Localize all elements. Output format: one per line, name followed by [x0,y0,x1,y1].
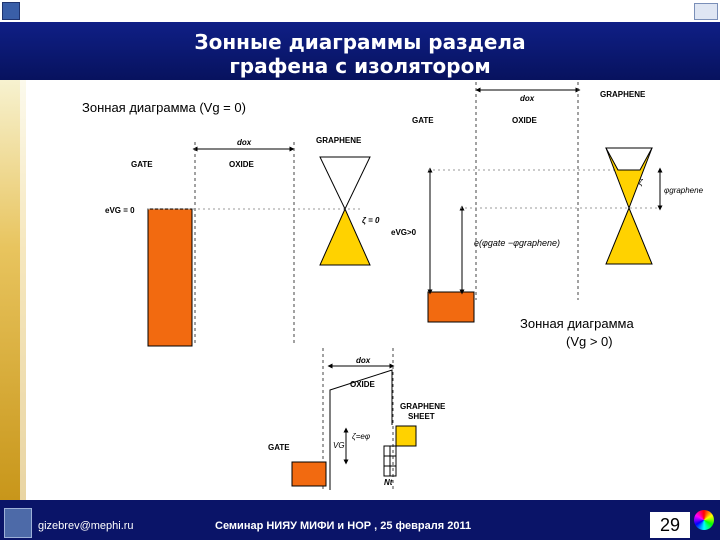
d3-zeta-label: ζ=eφ [352,432,371,441]
d2-zeta-label: ζ [639,178,643,187]
d3-oxide-band [330,370,392,490]
d3-graphene-block [396,426,416,446]
d3-oxide-label: OXIDE [350,380,375,389]
d1-zeta-label: ζ = 0 [362,216,380,225]
footer-email: gizebrev@mephi.ru [38,520,134,532]
d2-phi-diff-label: e(φgate −φgraphene) [474,238,561,248]
d2-phi-graphene-label: φgraphene [664,186,704,195]
footer-logo-icon [4,508,32,538]
slide-number: 29 [650,512,690,538]
d1-oxide-label: OXIDE [229,160,254,169]
d2-graphene-label: GRAPHENE [600,90,646,99]
page-title-line1: Зонные диаграммы раздела [194,30,526,54]
d3-nt-label: Nt [384,478,393,487]
d2-evg-label: eVG>0 [391,228,417,237]
color-wheel-icon [694,510,714,530]
d3-graphene-sheet-label-2: SHEET [408,412,435,421]
caption-diagram-positive-line2: (Vg > 0) [566,334,613,349]
d2-dox-label: dox [520,94,535,103]
d3-vg-label: VG [333,441,345,450]
caption-diagram-positive-line1: Зонная диаграмма [520,316,634,331]
d3-nt-grid [384,446,396,476]
caption-diagram-zero: Зонная диаграмма (Vg = 0) [82,100,246,115]
d3-gate-label: GATE [268,443,290,452]
footer-bar [0,500,720,540]
footer-seminar: Семинар НИЯУ МИФИ и НОР , 25 февраля 2011 [215,520,472,532]
d2-gate-label: GATE [412,116,434,125]
d2-oxide-label: OXIDE [512,116,537,125]
d1-graphene-label: GRAPHENE [316,136,362,145]
d3-dox-label: dox [356,356,371,365]
d3-graphene-sheet-label-1: GRAPHENE [400,402,446,411]
d3-gate-block [292,462,326,486]
d1-dox-label: dox [237,138,252,147]
d1-gate-label: GATE [131,160,153,169]
d1-evg-label: eVG = 0 [105,206,135,215]
page-title-line2: графена с изолятором [229,54,491,78]
